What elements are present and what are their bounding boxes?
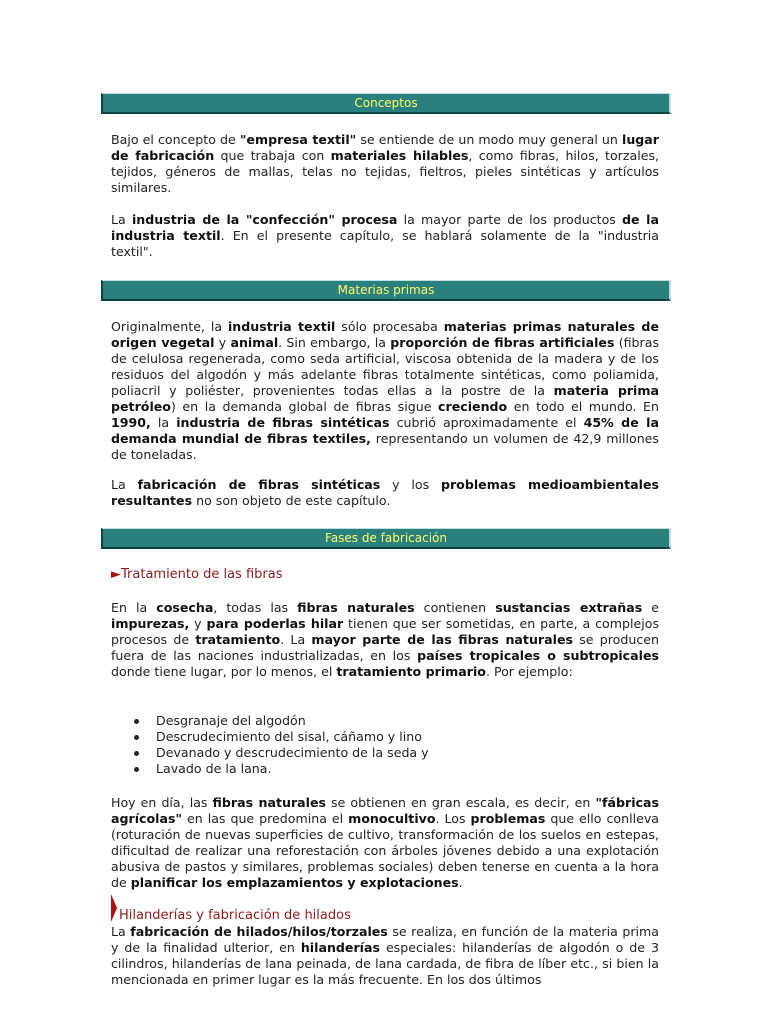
paragraph-hilados: La fabricación de hilados/hilos/torzales se realiza, en función de la materia prima y de la finalidad ulterior, en hilanderías especiales: hilanderías de algodón o de 3 cilindros, hilanderías de lana peinada, de lana cardada, de fibra de líber etc., si bien la mencionada en primer lugar es la más frecuente. En los dos últimos [111, 924, 659, 987]
section-header-fases: Fases de fabricación [101, 528, 671, 549]
list-item: Descrudecimiento del sisal, cáñamo y lino [156, 729, 429, 745]
section-header-conceptos: Conceptos [101, 93, 671, 114]
list-item: Desgranaje del algodón [156, 713, 429, 729]
flag-marker-icon [111, 894, 117, 922]
paragraph-fibras-sinteticas: La fabricación de fibras sintéticas y los problemas medioambientales resultantes no son objeto de este capítulo. [111, 477, 659, 508]
list-item: Devanado y descrudecimiento de la seda y [156, 745, 429, 760]
list-item: Lavado de la lana. [156, 761, 429, 777]
treatment-list [111, 713, 429, 777]
paragraph-cosecha: En la cosecha, todas las fibras naturales contienen sustancias extrañas e impurezas, y para poderlas hilar tienen que ser sometidas, en parte, a complejos procesos de tratamiento. La mayor parte de las fibras naturales se producen fuera de las naciones industrializadas, en los países tropicales o subtropicales donde tiene lugar, por lo menos, el tratamiento primario. Por ejemplo: [111, 600, 660, 679]
triangle-marker-icon: ► [111, 567, 121, 582]
paragraph-confeccion: La industria de la "confección" procesa la mayor parte de los productos de la industria textil. En el presente capítulo, se hablará solamente de la "industria textil". [111, 212, 660, 259]
section-header-materias-primas: Materias primas [101, 280, 671, 301]
paragraph-materias-primas: Originalmente, la industria textil sólo procesaba materias primas naturales de origen vegetal y animal. Sin embargo, la proporción de fibras artificiales (fibras de celulosa regenerada, como seda artificial, viscosa obtenida de la madera y de los residuos del algodón y más adelante fibras totalmente sintéticas, como poliamida, poliacril y poliéster, provenientes todas ellas a la postre de la materia prima petróleo) en la demanda global de fibras sigue creciendo en todo el mundo. En 1990, la industria de fibras sintéticas cubrió aproximadamente el 45% de la demanda mundial de fibras textiles, representando un volumen de 42,9 millones de toneladas. [111, 319, 660, 462]
paragraph-fibras-naturales: Hoy en día, las fibras naturales se obtienen en gran escala, es decir, en "fábricas agrícolas" en las que predomina el monocultivo. Los problemas que ello conlleva (roturación de nuevas superficies de cultivo, transformación de los suelos en estepas, dificultad de realizar una reforestación con árboles jóvenes debido a una explotación abusiva de pastos y similares, problemas sociales) deben tenerse en cuenta a la hora de planificar los emplazamientos y explotaciones. [111, 795, 660, 890]
paragraph-empresa-textil: Bajo el concepto de "empresa textil" se entiende de un modo muy general un lugar de fabricación que trabaja con materiales hilables, como fibras, hilos, torzales, tejidos, géneros de mallas, telas no tejidas, fieltros, pieles sintéticas y artículos similares. [111, 132, 660, 195]
subheading-tratamiento: ►Tratamiento de las fibras [111, 567, 283, 582]
subheading-hilanderias: Hilanderías y fabricación de hilados [119, 908, 351, 923]
